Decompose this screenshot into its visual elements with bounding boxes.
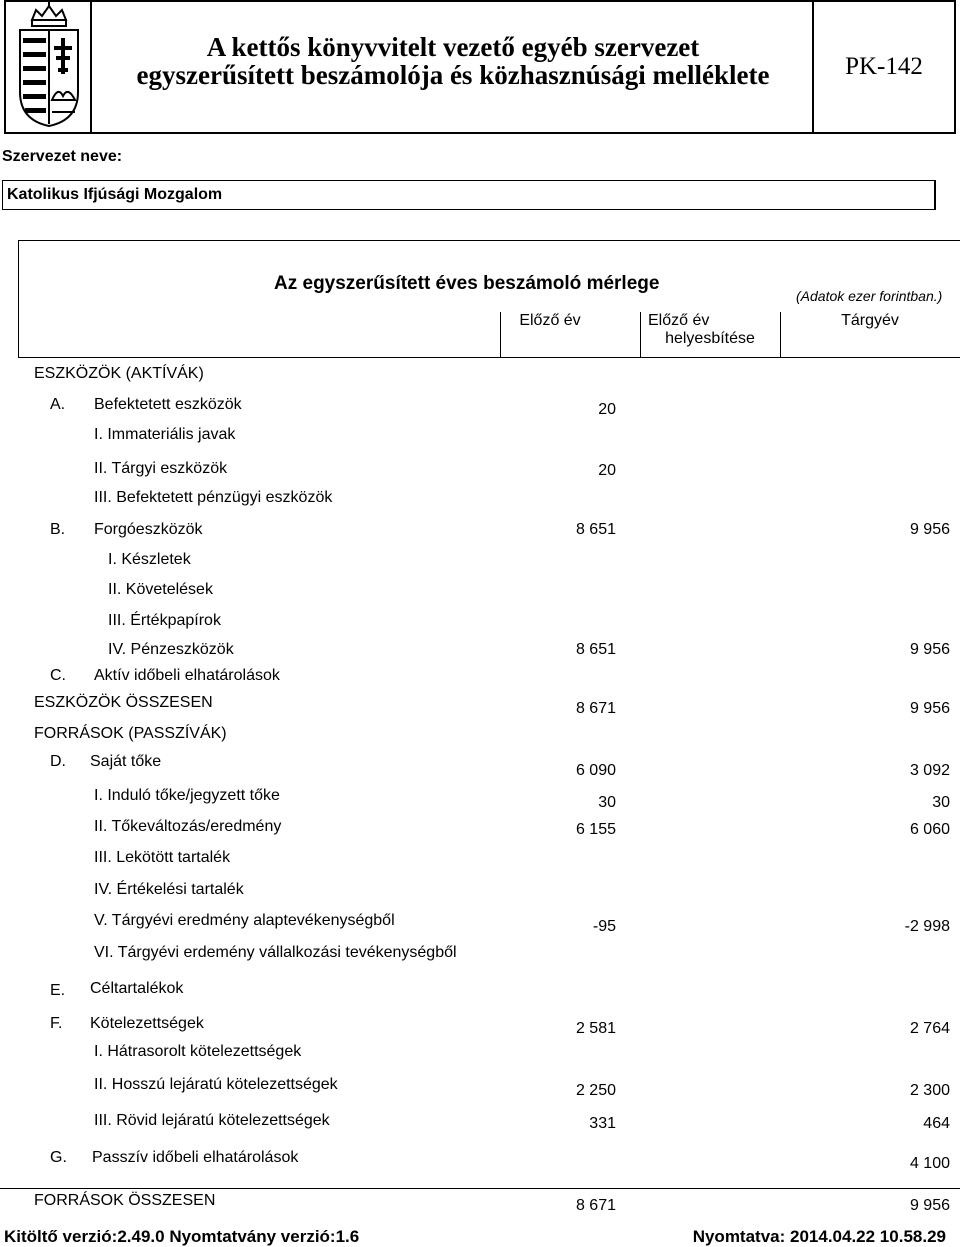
row-current-value: 4 100 [909, 1155, 950, 1172]
row-label: Saját tőke [90, 753, 162, 770]
row-label: VI. Tárgyévi erdemény vállalkozási tevékenységből [94, 944, 457, 961]
row-label: Befektetett eszközök [94, 396, 242, 413]
row-label: III. Értékpapírok [108, 612, 221, 629]
row-letter: B. [50, 521, 66, 538]
row-label: IV. Értékelési tartalék [94, 881, 244, 898]
row-current-value: 2 300 [909, 1082, 950, 1099]
row-prev-value: 2 250 [575, 1082, 616, 1099]
column-header-prev-year: Előző év [519, 312, 581, 329]
row-label: II. Hosszú lejáratú kötelezettségek [94, 1076, 338, 1093]
row-label: III. Lekötött tartalék [94, 849, 231, 866]
row-label: I. Induló tőke/jegyzett tőke [94, 787, 280, 804]
row-prev-value: 6 155 [575, 821, 616, 838]
coat-of-arms-icon [6, 2, 92, 132]
row-label: Céltartalékok [90, 980, 184, 997]
row-label: Forgóeszközök [94, 521, 203, 538]
coat-of-arms-logo [6, 2, 92, 132]
row-prev-value: 8 651 [575, 641, 616, 658]
total-liabilities-prev: 8 671 [575, 1197, 616, 1214]
org-name-field [2, 180, 936, 210]
row-label: III. Befektetett pénzügyi eszközök [94, 489, 333, 506]
row-current-value: 464 [923, 1115, 950, 1132]
total-assets-prev: 8 671 [575, 700, 616, 717]
total-liabilities-current: 9 956 [909, 1197, 950, 1214]
row-label: IV. Pénzeszközök [108, 641, 234, 658]
column-header-current-year: Tárgyév [841, 312, 899, 329]
row-prev-value: 8 651 [575, 521, 616, 538]
row-prev-value: 20 [598, 462, 616, 479]
row-label: Aktív időbeli elhatárolások [94, 667, 280, 684]
row-label: II. Tőkeváltozás/eredmény [94, 818, 282, 835]
form-title [92, 2, 814, 132]
row-label: II. Követelések [108, 581, 213, 598]
row-letter: C. [50, 667, 66, 684]
total-assets-label: ESZKÖZÖK ÖSSZESEN [34, 694, 213, 711]
section-heading-liabilities: FORRÁSOK (PASSZÍVÁK) [34, 725, 227, 742]
column-header-prev-adjustment [640, 312, 780, 348]
row-prev-value: 6 090 [575, 762, 616, 779]
row-current-value: 3 092 [909, 762, 950, 779]
form-title-line2: egyszerűsített beszámolója és közhasznúsági melléklete [136, 60, 770, 90]
column-header-prev-adjustment-line1: Előző év [648, 312, 710, 329]
total-liabilities-label: FORRÁSOK ÖSSZESEN [34, 1192, 216, 1209]
form-code: PK-142 [845, 53, 923, 80]
row-label: III. Rövid lejáratú kötelezettségek [94, 1112, 330, 1129]
row-label: Passzív időbeli elhatárolások [92, 1149, 299, 1166]
row-label: Kötelezettségek [90, 1015, 204, 1032]
section-heading-assets: ESZKÖZÖK (AKTÍVÁK) [34, 365, 204, 382]
row-label: II. Tárgyi eszközök [94, 460, 228, 477]
row-current-value: -2 998 [904, 918, 950, 935]
row-prev-value: 2 581 [575, 1020, 616, 1037]
row-letter: F. [50, 1015, 63, 1032]
row-label: I. Hátrasorolt kötelezettségek [94, 1043, 302, 1060]
unit-note: (Adatok ezer forintban.) [796, 288, 943, 304]
row-current-value: 30 [932, 794, 950, 811]
row-prev-value: 30 [598, 794, 616, 811]
org-name-value: Katolikus Ifjúsági Mozgalom [7, 186, 223, 203]
form-title-line1: A kettős könyvvitelt vezető egyéb szervezet [206, 32, 700, 62]
row-letter: G. [50, 1149, 67, 1166]
row-letter: A. [50, 396, 66, 413]
total-assets-current: 9 956 [909, 700, 950, 717]
total-divider [0, 1188, 960, 1189]
row-prev-value: 331 [589, 1115, 616, 1132]
table-header-divider [18, 357, 960, 358]
footer-version-info: Kitöltő verzió:2.49.0 Nyomtatvány verzió:1.6 [4, 1227, 360, 1246]
row-current-value: 9 956 [909, 641, 950, 658]
org-name-label: Szervezet neve: [2, 148, 123, 165]
row-label: V. Tárgyévi eredmény alaptevékenységből [94, 912, 395, 929]
row-prev-value: 20 [598, 401, 616, 418]
row-letter: E. [50, 982, 66, 999]
form-header [4, 0, 956, 134]
row-current-value: 2 764 [909, 1020, 950, 1037]
row-label: I. Immateriális javak [94, 426, 236, 443]
row-letter: D. [50, 753, 66, 770]
row-current-value: 9 956 [909, 521, 950, 538]
row-label: I. Készletek [108, 551, 191, 568]
row-prev-value: -95 [592, 918, 616, 935]
balance-sheet-title: Az egyszerűsített éves beszámoló mérlege [274, 273, 660, 294]
footer-print-date: Nyomtatva: 2014.04.22 10.58.29 [692, 1227, 946, 1246]
column-header-prev-adjustment-line2: helyesbítése [665, 330, 755, 347]
row-current-value: 6 060 [909, 821, 950, 838]
